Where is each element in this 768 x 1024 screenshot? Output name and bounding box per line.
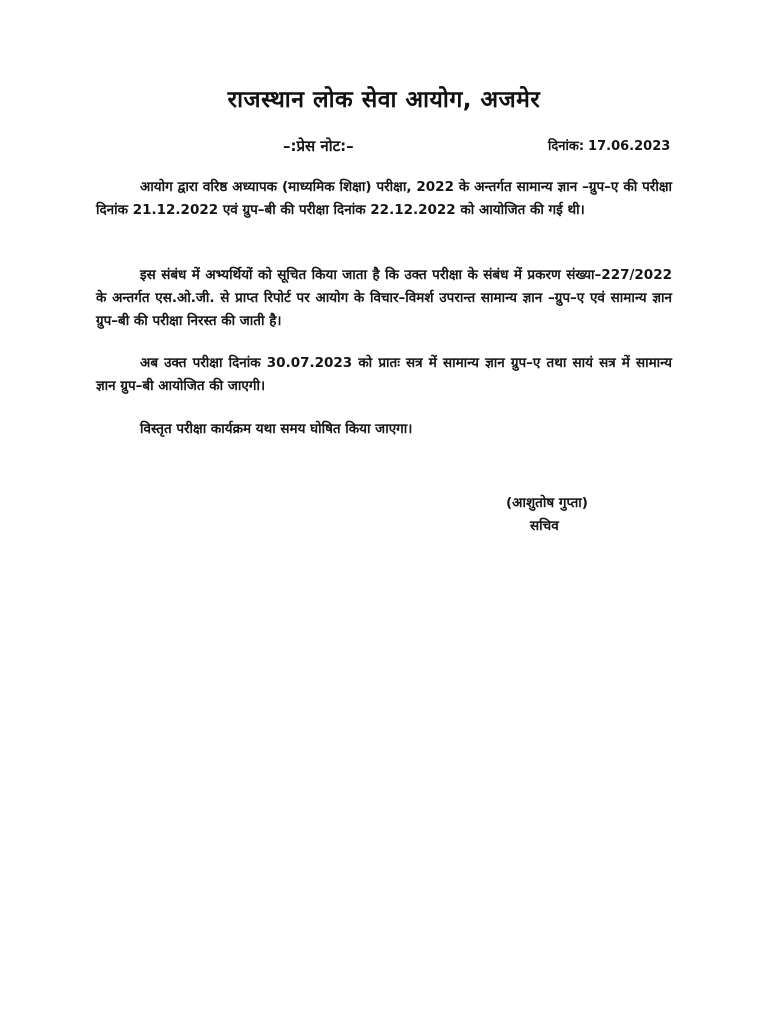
document-title: राजस्थान लोक सेवा आयोग, अजमेर — [227, 87, 541, 113]
date-label: दिनांक: — [548, 139, 585, 154]
paragraph-schedule: विस्तृत परीक्षा कार्यक्रम यथा समय घोषित किया जाएगा। — [140, 421, 413, 437]
signatory-name: (आशुतोष गुप्ता) — [506, 495, 588, 511]
signatory-title: सचिव — [530, 518, 559, 534]
press-note-heading: –:प्रेस नोट:– — [283, 137, 354, 155]
paragraph-exam-details: आयोग द्वारा वरिष्ठ अध्यापक (माध्यमिक शिक्षा) परीक्षा, 2022 के अन्तर्गत सामान्य ज्ञान –ग्रुप–ए की परीक्षा दिनांक 21.12.2022 एवं ग्रुप–बी की परीक्षा दिनांक 22.12.2022 को आयोजित की गई थी। — [96, 179, 672, 218]
paragraph-cancellation: इस संबंध में अभ्यर्थियों को सूचित किया जाता है कि उक्त परीक्षा के संबंध में प्रकरण संख्या–227/2022 के अन्तर्गत एस.ओ.जी. से प्राप्त रिपोर्ट पर आयोग के विचार–विमर्श उपरान्त सामान्य ज्ञान –ग्रुप–ए एवं सामान्य ज्ञान ग्रुप–बी की परीक्षा निरस्त की जाती है। — [96, 267, 672, 329]
date-value: 17.06.2023 — [588, 139, 671, 154]
paragraph-new-date: अब उक्त परीक्षा दिनांक 30.07.2023 को प्रातः सत्र में सामान्य ज्ञान ग्रुप–ए तथा सायं सत्र में सामान्य ज्ञान ग्रुप–बी आयोजित की जाएगी। — [96, 355, 672, 394]
date-line — [548, 136, 674, 154]
